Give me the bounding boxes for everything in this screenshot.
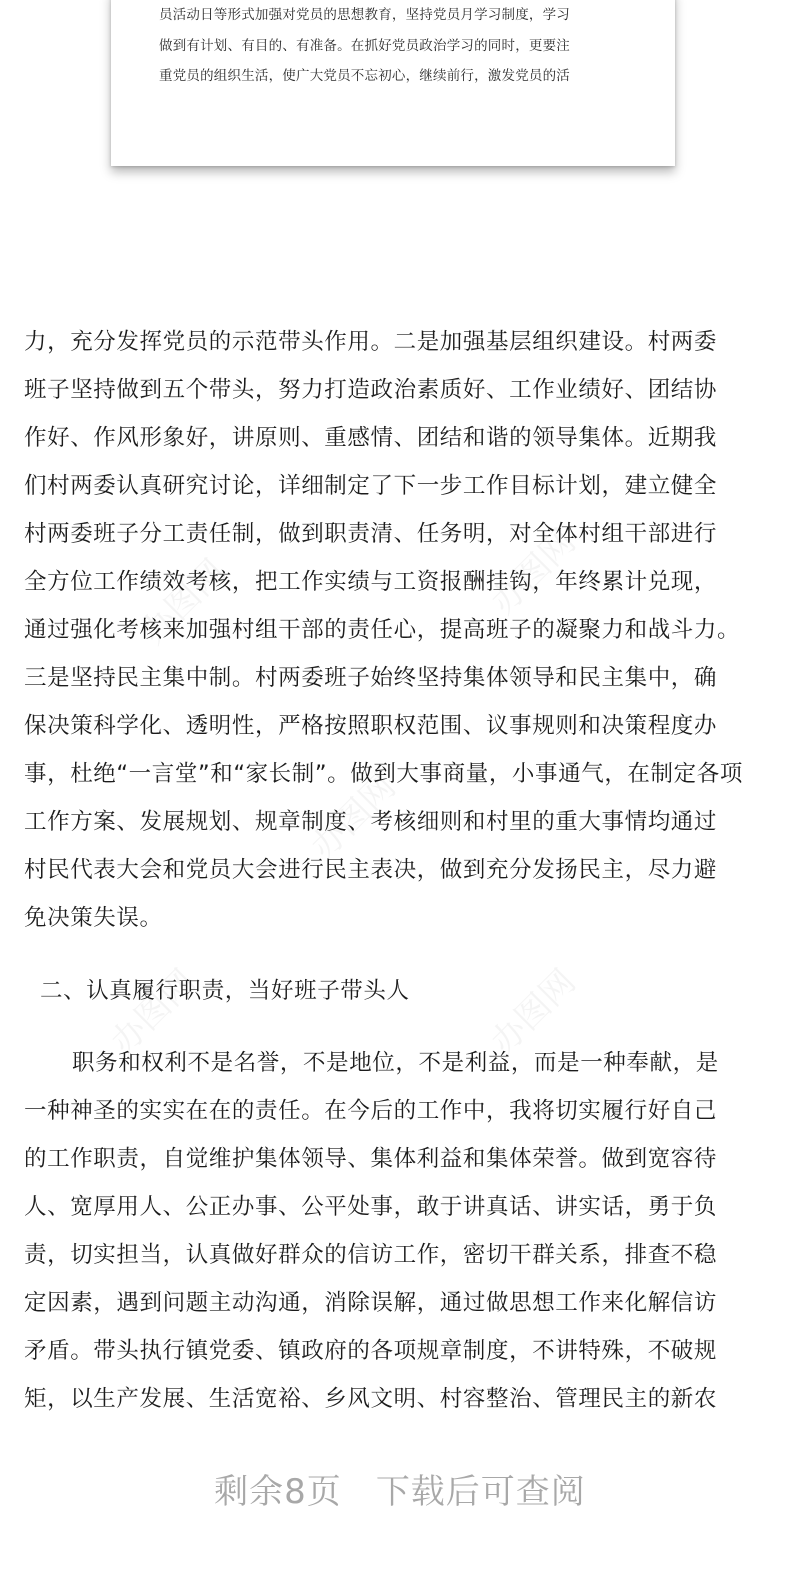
card-text-line: 重党员的组织生活，使广大党员不忘初心，继续前行，激发党员的活 [159, 68, 570, 84]
text-line: 保决策科学化、透明性，严格按照职权范围、议事规则和决策程度办 [24, 713, 718, 739]
text-line: 全方位工作绩效考核，把工作实绩与工资报酬挂钩，年终累计兑现， [24, 569, 718, 595]
text-line: 三是坚持民主集中制。村两委班子始终坚持集体领导和民主集中，确 [24, 665, 718, 691]
watermark: 办图网 [103, 961, 204, 1063]
card-text-line: 员活动日等形式加强对党员的思想教育，坚持党员月学习制度，学习 [159, 7, 570, 23]
text-line: 们村两委认真研究讨论，详细制定了下一步工作目标计划，建立健全 [24, 473, 718, 499]
text-line: 定因素，遇到问题主动沟通，消除误解，通过做思想工作来化解信访 [24, 1290, 718, 1316]
text-line: 村民代表大会和党员大会进行民主表决，做到充分发扬民主，尽力避 [24, 857, 718, 883]
text-line: 矩，以生产发展、生活宽裕、乡风文明、村容整治、管理民主的新农 [24, 1386, 718, 1412]
text-line: 矛盾。带头执行镇党委、镇政府的各项规章制度，不讲特殊，不破规 [24, 1338, 718, 1364]
text-line: 责，切实担当，认真做好群众的信访工作，密切干群关系，排查不稳 [24, 1242, 718, 1268]
text-line: 作好、作风形象好，讲原则、重感情、团结和谐的领导集体。近期我 [24, 425, 718, 451]
text-line: 班子坚持做到五个带头，努力打造政治素质好、工作业绩好、团结协 [24, 377, 718, 403]
watermark: 办图网 [303, 766, 404, 868]
text-line: 的工作职责，自觉维护集体领导、集体利益和集体荣誉。做到宽容待 [24, 1146, 718, 1172]
text-line: 通过强化考核来加强村组干部的责任心，提高班子的凝聚力和战斗力。 [24, 617, 741, 643]
download-to-view-label: 下载后可查阅 [375, 1472, 586, 1512]
section-heading: 二、认真履行职责，当好班子带头人 [40, 978, 410, 1004]
watermark: 办图网 [483, 521, 584, 623]
text-line: 人、宽厚用人、公正办事、公平处事，敢于讲真话、讲实话，勇于负 [24, 1194, 718, 1220]
text-line: 力，充分发挥党员的示范带头作用。二是加强基层组织建设。村两委 [24, 329, 718, 355]
watermark: 办图网 [133, 551, 234, 653]
text-line: 事，杜绝“一言堂”和“家长制”。做到大事商量，小事通气，在制定各项 [24, 761, 743, 787]
watermark: 办图网 [483, 961, 584, 1063]
text-line: 职务和权利不是名誉，不是地位，不是利益，而是一种奉献，是 [72, 1050, 719, 1076]
text-line: 工作方案、发展规划、规章制度、考核细则和村里的重大事情均通过 [24, 809, 718, 835]
remaining-pages-label: 剩余8页 [214, 1472, 342, 1512]
download-prompt[interactable] [0, 1470, 800, 1514]
document-preview-card [111, 0, 675, 166]
text-line: 免决策失误。 [24, 905, 163, 931]
text-line: 一种神圣的实实在在的责任。在今后的工作中，我将切实履行好自己 [24, 1098, 718, 1124]
text-line: 村两委班子分工责任制，做到职责清、任务明，对全体村组干部进行 [24, 521, 718, 547]
card-text-line: 做到有计划、有目的、有准备。在抓好党员政治学习的同时，更要注 [159, 38, 570, 54]
